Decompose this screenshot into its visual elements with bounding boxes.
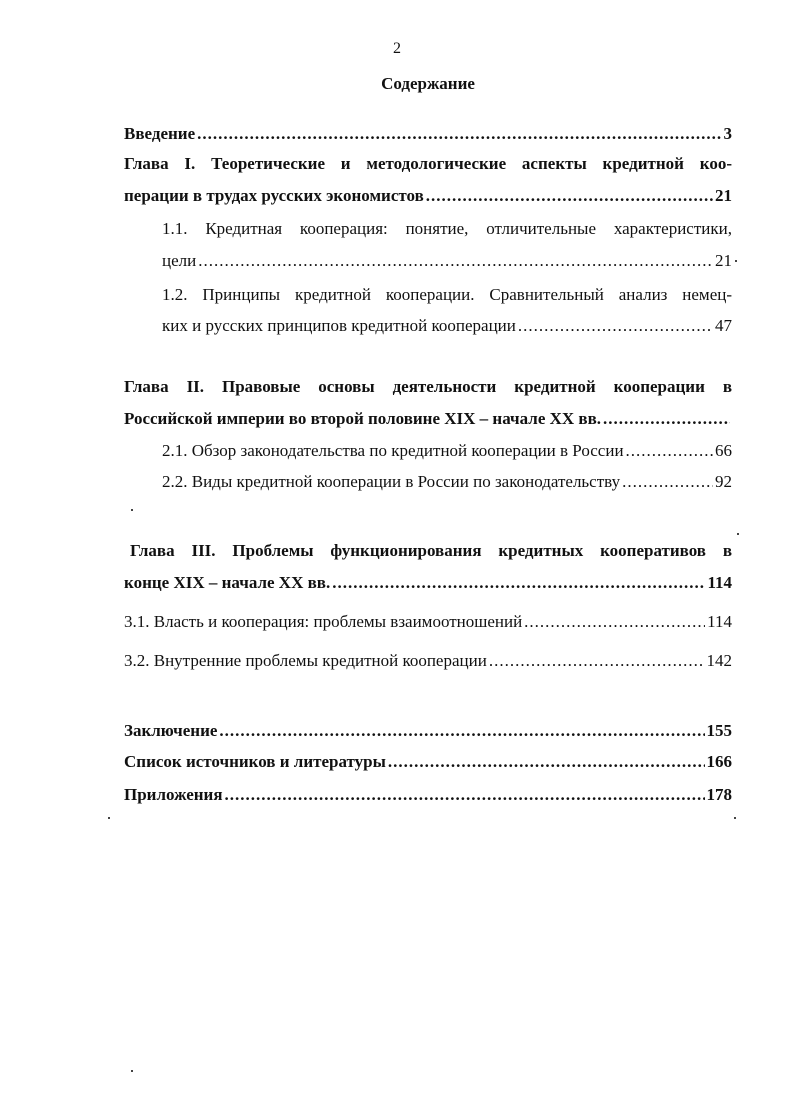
toc-page: 166: [706, 752, 732, 771]
toc-heading: Содержание: [381, 74, 475, 93]
toc-page: 21: [715, 186, 732, 205]
toc-section-3-2: [124, 651, 732, 671]
toc-entry-sources: [124, 752, 732, 772]
leader-dots: [198, 251, 713, 271]
toc-label: Российской империи во второй половине XIX – начале XX вв.: [124, 409, 602, 428]
toc-entry-intro: [124, 124, 732, 144]
leader-dots: [524, 612, 705, 632]
toc-page: 155: [706, 721, 732, 740]
toc-label: Приложения: [124, 785, 223, 804]
toc-chapter-3-line-1: Глава III. Проблемы функционирования кредитных кооперативов в: [130, 541, 732, 560]
toc-label: конце XIX – начале XX вв.: [124, 573, 331, 592]
scan-speck: [735, 260, 737, 262]
toc-section-2-1: [162, 441, 732, 461]
toc-label: 2.1. Обзор законодательства по кредитной кооперации в России: [162, 441, 624, 460]
toc-chapter-2-line-2: [124, 409, 732, 429]
toc-page: 114: [707, 612, 732, 631]
toc-label: 2.2. Виды кредитной кооперации в России по законодательству: [162, 472, 621, 491]
scan-speck: [737, 533, 739, 535]
toc-section-1-1-line-2: [162, 251, 732, 271]
toc-chapter-2-line-1: Глава II. Правовые основы деятельности кредитной кооперации в: [124, 377, 732, 396]
toc-section-1-2-line-2: [162, 316, 732, 336]
toc-chapter-1-line-1: Глава I. Теоретические и методологические аспекты кредитной коо-: [124, 154, 732, 173]
toc-page: 3: [723, 124, 732, 143]
toc-chapter-3-line-2: [124, 573, 732, 593]
leader-dots: [489, 651, 705, 671]
toc-page: 66: [715, 441, 732, 460]
leader-dots: [426, 186, 713, 206]
leader-dots: [197, 124, 721, 144]
toc-chapter-1-line-2: [124, 186, 732, 206]
leader-dots: [332, 573, 705, 593]
toc-section-3-1: [124, 612, 732, 632]
toc-label: Список источников и литературы: [124, 752, 386, 771]
leader-dots: [225, 785, 705, 805]
leader-dots: [219, 721, 704, 741]
leader-dots: [626, 441, 713, 461]
scan-speck: [131, 509, 133, 511]
toc-page: 142: [706, 651, 732, 670]
scan-speck: [734, 817, 736, 819]
toc-label: 3.1. Власть и кооперация: проблемы взаимоотношений: [124, 612, 523, 631]
scan-speck: [131, 1070, 133, 1072]
toc-page: 114: [707, 573, 732, 592]
leader-dots: [518, 316, 713, 336]
page-number: 2: [393, 40, 401, 57]
toc-label: перации в трудах русских экономистов: [124, 186, 424, 205]
toc-label: цели: [162, 251, 197, 270]
leader-dots: [603, 409, 730, 429]
toc-page: 92: [715, 472, 732, 491]
leader-dots: [622, 472, 713, 492]
toc-page: 178: [706, 785, 732, 804]
toc-label: 3.2. Внутренние проблемы кредитной кооперации: [124, 651, 487, 670]
toc-entry-conclusion: [124, 721, 732, 741]
toc-page: 47: [715, 316, 732, 335]
toc-label: Заключение: [124, 721, 218, 740]
scan-speck: [108, 817, 110, 819]
toc-entry-appendix: [124, 785, 732, 805]
toc-section-1-1-line-1: 1.1. Кредитная кооперация: понятие, отличительные характеристики,: [162, 219, 732, 238]
leader-dots: [388, 752, 705, 772]
toc-label: Введение: [124, 124, 196, 143]
toc-section-2-2: [162, 472, 732, 492]
toc-page: 21: [715, 251, 732, 270]
toc-section-1-2-line-1: 1.2. Принципы кредитной кооперации. Сравнительный анализ немец-: [162, 285, 732, 304]
toc-label: ких и русских принципов кредитной кооперации: [162, 316, 516, 335]
